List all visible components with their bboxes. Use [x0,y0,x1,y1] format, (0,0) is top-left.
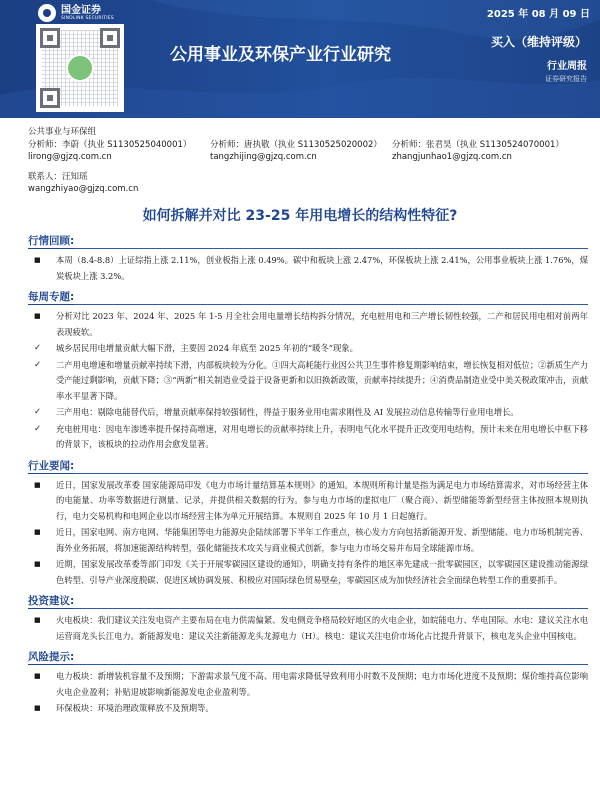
report-subtype: 证券研究报告 [545,75,587,83]
checkmark-icon: ✓ [34,359,42,370]
analyst-names-row [28,139,588,151]
square-bullet-icon: ■ [34,256,41,264]
industry-group: 公共事业与环保组 [28,127,97,137]
analyst-3-email[interactable]: zhangjunhao1@gjzq.com.cn [392,152,512,162]
section-divider [28,473,588,474]
list-item [28,341,588,357]
section-heading: 投资建议: [28,595,75,607]
section-divider [28,608,588,609]
list-item [28,525,588,556]
square-bullet-icon: ■ [34,480,41,489]
checkmark-icon: ✓ [34,407,42,417]
section-heading: 风险提示: [28,651,75,663]
square-bullet-icon: ■ [34,616,41,624]
list-item [28,358,588,405]
section-divider [28,304,588,305]
analyst-emails-row [28,151,588,163]
list-item [28,253,588,284]
logo-name-cn: 国金证券 [61,4,101,16]
company-logo [38,4,114,22]
section-heading: 行业要闻: [28,459,75,472]
logo-name-en: SINOLINK SECURITIES [61,15,114,21]
list-item [28,309,588,340]
report-banner [0,0,600,118]
square-bullet-icon: ■ [34,312,41,320]
square-bullet-icon: ■ [34,704,41,712]
list-item-text: 近日，国家发展改革委 国家能源局印发《电力市场计量结算基本规则》的通知。本规则所称计量是指为满足电力市场结算需求，对市场经营主体的电能量、功率等数据进行测量、记录，并提供相关数据的行为。参与电力市场的虚拟电厂（聚合商）、新型储能等新型经营主体按照本规则执行，电力交易机构和电网企业以市场经营主体为单元开展结算。本规则自 2025 年 10 月 1 日起施行。 [56,479,588,521]
list-item-text: 环保板块：环境治理政策释放不及预期等。 [56,703,214,713]
square-bullet-icon: ■ [34,528,41,536]
report-body [28,234,588,723]
qr-code-icon [36,24,124,112]
list-item [28,701,588,717]
section-divider [28,664,588,665]
analyst-1-name: 分析师：李蔚（执业 S1130525040001） [28,140,192,150]
checkmark-icon: ✓ [34,423,42,434]
contact-name: 联系人：汪知瑶 [28,172,88,182]
list-item-text: 充电桩用电：因电车渗透率提升保持高增速，对用电增长的贡献率持续上升，表明电气化水平提升正改变用电结构，预计未来在用电增长中枢下移的背景下，该板块的拉动作用会愈发显著。 [56,423,588,449]
logo-icon [38,4,56,22]
list-item-text: 火电板块：我们建议关注发电资产主要布局在电力供需偏紧、发电侧竞争格局较好地区的火电企业，如皖能电力、华电国际。水电：建议关注水电运营商龙头长江电力。新能源发电：建议关注新能源龙头龙源电力（H）。核电：建议关注电价市场化占比提升背景下，核电龙头企业中国核电。 [56,615,588,641]
analyst-3-name: 分析师：张君昊（执业 S1130524070001） [392,140,564,150]
square-bullet-icon: ■ [34,560,41,568]
contact-email[interactable]: wangzhiyao@gjzq.com.cn [28,184,139,194]
square-bullet-icon: ■ [34,672,41,680]
list-item-text: 电力板块：新增装机容量不及预期；下游需求景气度不高、用电需求降低导致利用小时数不及预期；电力市场化进度不及预期；煤价维持高位影响火电企业盈利；补贴退坡影响新能源发电企业盈利等。 [56,671,588,697]
report-type: 行业周报 [547,61,587,72]
report-date: 2025 年 08 月 09 日 [486,9,590,20]
list-item [28,478,588,525]
list-item-text: 分析对比 2023 年、2024 年、2025 年 1-5 月全社会用电量增长结构拆分情况，充电桩用电和三产增长韧性较强，二产和居民用电相对前两年表现疲软。 [56,311,588,337]
section-heading: 每周专题: [28,291,75,303]
analyst-info [28,126,588,195]
list-item-text: 二产用电增速和增量贡献率持续下滑，内部板块较为分化。①四大高耗能行业因公共卫生事件修复期影响结束，增长恢复相对低位；②新质生产力受产能过剩影响，贡献下降；③“两新”相关制造业受益于设备更新和以旧换新政策，贡献率持续提升；④消费品制造业受中美关税政策冲击，贡献率水平显著下降。 [56,359,588,401]
analyst-2-email[interactable]: tangzhijing@gjzq.com.cn [210,152,317,162]
section-divider [28,248,588,249]
list-item [28,613,588,644]
analyst-2-name: 分析师：唐执敬（执业 S1130525020002） [210,140,382,150]
rating-badge: 买入（维持评级） [490,35,587,49]
list-item-text: 城乡居民用电增量贡献大幅下滑，主要因 2024 年底至 2025 年初的“暖冬”现象。 [56,343,358,353]
list-item [28,557,588,588]
list-item [28,669,588,700]
list-item-text: 近期，国家发展改革委等部门印发《关于开展零碳园区建设的通知》，明确支持有条件的地区率先建成一批零碳园区，以零碳园区建设推动能源绿色转型、引导产业深度脱碳、促进区域协调发展、积极应对国际绿色贸易壁垒，零碳园区成为加快经济社会全面绿色转型工作的重要抓手。 [56,559,588,585]
report-title: 公用事业及环保产业行业研究 [170,45,391,65]
analyst-1-email[interactable]: lirong@gjzq.com.cn [28,152,112,162]
list-item [28,405,588,421]
list-item [28,422,588,453]
list-item-text: 三产用电：剔除电能替代后，增量贡献率保持较强韧性，得益于服务业用电需求刚性及 AI 发展拉动信息传输等行业用电增长。 [56,407,519,417]
list-item-text: 近日，国家电网、南方电网、华能集团等电力能源央企陆续部署下半年工作重点，核心发力方向包括新能源开发、新型储能、电力市场机制完善、海外业务拓展，将加速能源结构转型，强化储能技术攻关与商业模式创新，参与电力市场交易并布局全球能源市场。 [56,527,588,553]
main-title: 如何拆解并对比 23-25 年用电增长的结构性特征? [142,208,458,224]
section-heading: 行情回顾: [28,235,75,247]
list-item-text: 本周（8.4-8.8）上证综指上涨 2.11%，创业板指上涨 0.49%。碳中和板块上涨 2.47%，环保板块上涨 2.41%，公用事业板块上涨 1.76%，煤炭板块上涨 3.2%。 [56,255,588,281]
checkmark-icon: ✓ [34,343,42,353]
